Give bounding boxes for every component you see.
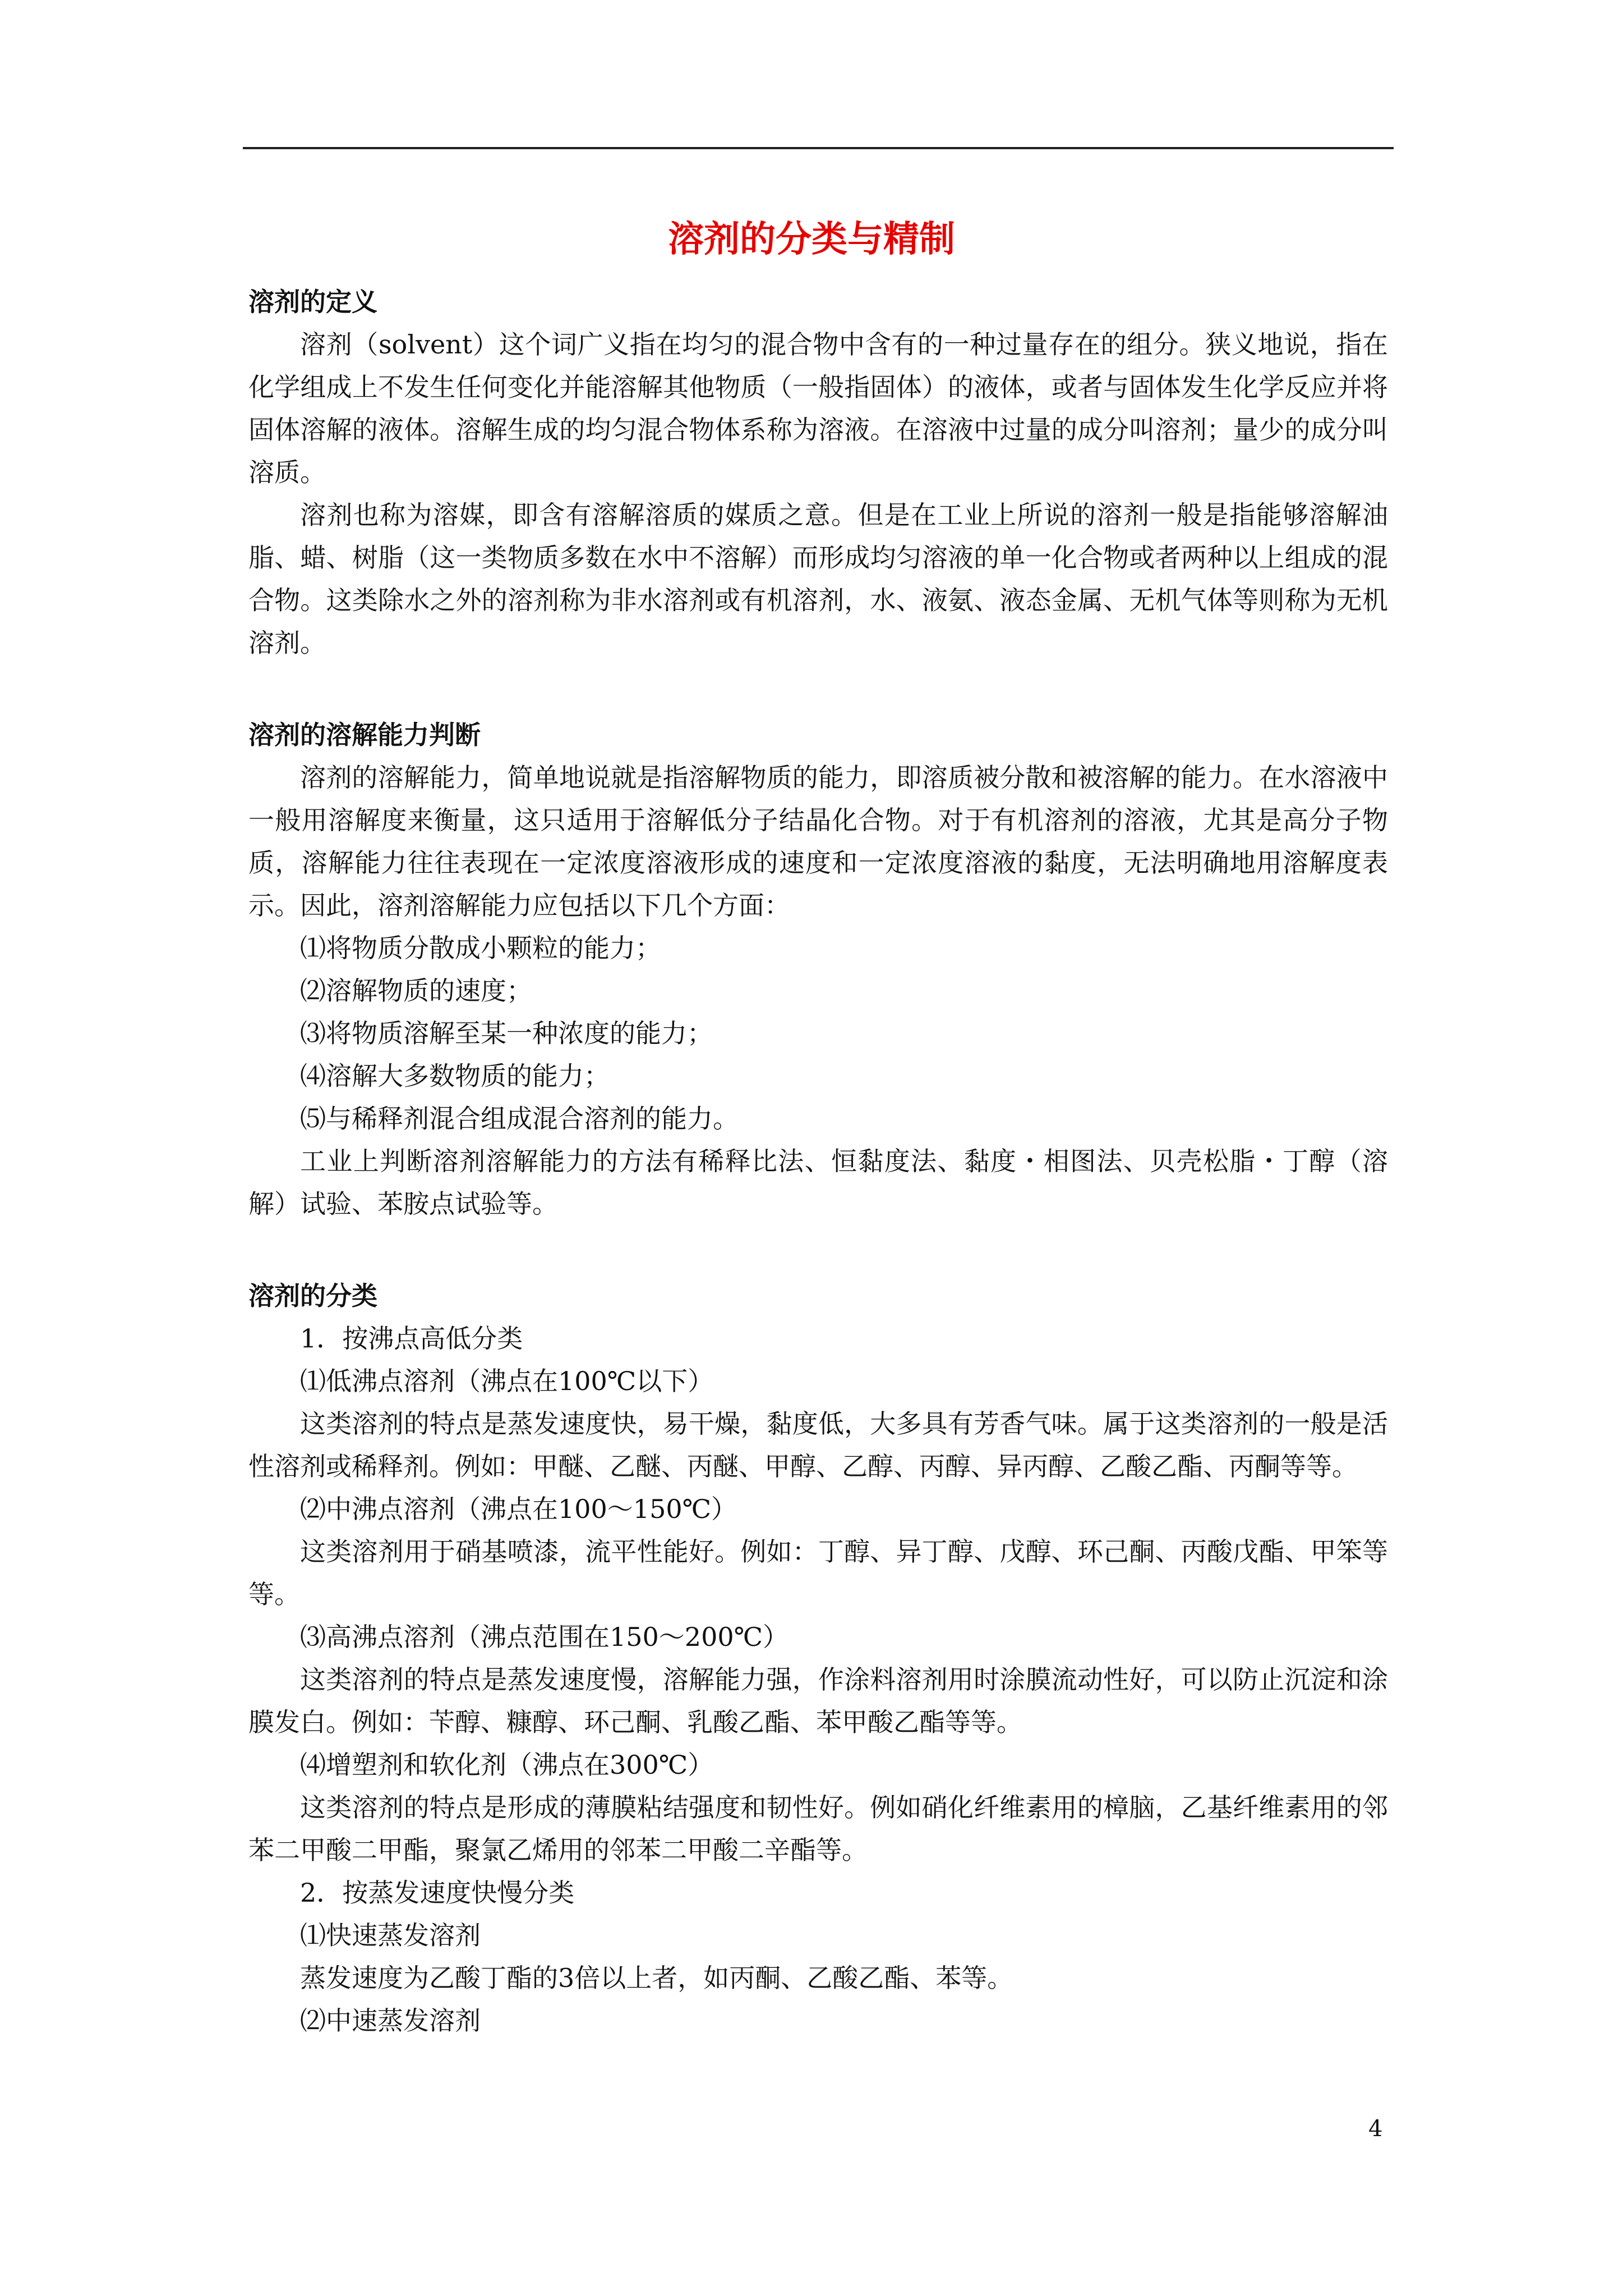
subheading: 1．按沸点高低分类: [300, 1323, 523, 1354]
subheading: 2．按蒸发速度快慢分类: [300, 1878, 575, 1908]
document-body: [248, 280, 1388, 2042]
subheading: ⑷增塑剂和软化剂（沸点在300℃）: [300, 1750, 714, 1780]
section-heading: 溶剂的分类: [248, 1281, 377, 1311]
header-rule: [243, 147, 1394, 149]
list-item: ⑸与稀释剂混合组成混合溶剂的能力。: [300, 1103, 739, 1134]
section-definition: [248, 280, 1388, 664]
paragraph: 这类溶剂的特点是蒸发速度慢，溶解能力强，作涂料溶剂用时涂膜流动性好，可以防止沉淀和涂膜发白。例如：苄醇、糠醇、环己酮、乳酸乙酯、苯甲酸乙酯等等。: [248, 1664, 1388, 1737]
paragraph: 这类溶剂的特点是蒸发速度快，易干燥，黏度低，大多具有芳香气味。属于这类溶剂的一般是活性溶剂或稀释剂。例如：甲醚、乙醚、丙醚、甲醇、乙醇、丙醇、异丙醇、乙酸乙酯、丙酮等等。: [248, 1409, 1388, 1481]
paragraph: 这类溶剂的特点是形成的薄膜粘结强度和韧性好。例如硝化纤维素用的樟脑，乙基纤维素用的邻苯二甲酸二甲酯，聚氯乙烯用的邻苯二甲酸二辛酯等。: [248, 1792, 1388, 1865]
paragraph: 溶剂（solvent）这个词广义指在均匀的混合物中含有的一种过量存在的组分。狭义地说，指在化学组成上不发生任何变化并能溶解其他物质（一般指固体）的液体，或者与固体发生化学反应并将固体溶解的液体。溶解生成的均匀混合物体系称为溶液。在溶液中过量的成分叫溶剂；量少的成分叫溶质。: [248, 329, 1388, 487]
section-solvency: [248, 714, 1388, 1225]
section-classification: [248, 1274, 1388, 2042]
page-number: 4: [1368, 2116, 1383, 2142]
section-heading: 溶剂的溶解能力判断: [248, 720, 481, 750]
subheading: ⑴低沸点溶剂（沸点在100℃以下）: [300, 1366, 714, 1396]
subheading: ⑵中沸点溶剂（沸点在100～150℃）: [300, 1494, 737, 1524]
subheading: ⑴快速蒸发溶剂: [300, 1920, 481, 1950]
paragraph: 工业上判断溶剂溶解能力的方法有稀释比法、恒黏度法、黏度・相图法、贝壳松脂・丁醇（溶解）试验、苯胺点试验等。: [248, 1146, 1388, 1219]
list-item: ⑴将物质分散成小颗粒的能力；: [300, 933, 661, 963]
page-title: 溶剂的分类与精制: [668, 219, 955, 260]
paragraph: 溶剂的溶解能力，简单地说就是指溶解物质的能力，即溶质被分散和被溶解的能力。在水溶液中一般用溶解度来衡量，这只适用于溶解低分子结晶化合物。对于有机溶剂的溶液，尤其是高分子物质，溶解能力往往表现在一定浓度溶液形成的速度和一定浓度溶液的黏度，无法明确地用溶解度表示。因此，溶剂溶解能力应包括以下几个方面：: [248, 762, 1388, 921]
subheading: ⑵中速蒸发溶剂: [300, 2005, 481, 2036]
list-item: ⑵溶解物质的速度；: [300, 976, 532, 1006]
subheading: ⑶高沸点溶剂（沸点范围在150～200℃）: [300, 1622, 789, 1652]
paragraph: 蒸发速度为乙酸丁酯的3倍以上者，如丙酮、乙酸乙酯、苯等。: [300, 1963, 1013, 1993]
list-item: ⑶将物质溶解至某一种浓度的能力；: [300, 1018, 713, 1048]
section-heading: 溶剂的定义: [248, 287, 377, 317]
paragraph: 溶剂也称为溶媒，即含有溶解溶质的媒质之意。但是在工业上所说的溶剂一般是指能够溶解油脂、蜡、树脂（这一类物质多数在水中不溶解）而形成均匀溶液的单一化合物或者两种以上组成的混合物。这类除水之外的溶剂称为非水溶剂或有机溶剂，水、液氨、液态金属、无机气体等则称为无机溶剂。: [248, 500, 1388, 658]
paragraph: 这类溶剂用于硝基喷漆，流平性能好。例如：丁醇、异丁醇、戊醇、环己酮、丙酸戊酯、甲笨等等。: [248, 1536, 1388, 1609]
list-item: ⑷溶解大多数物质的能力；: [300, 1061, 610, 1091]
